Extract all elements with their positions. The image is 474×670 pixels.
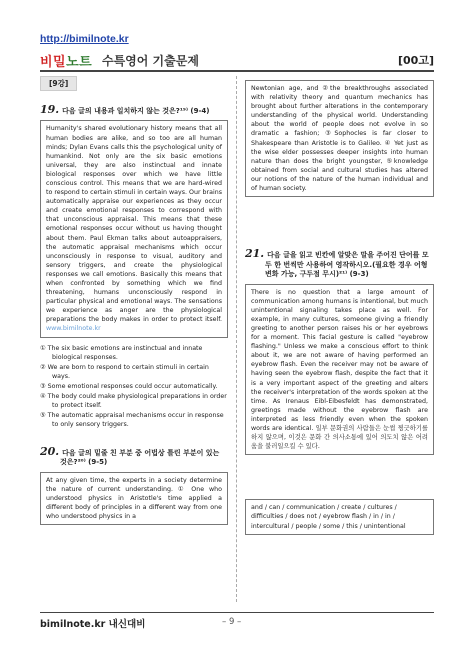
question-20-passage-part2: Newtonian age, and ②the breakthroughs associated with relativity theory and quantum mechanics has brought about further alterations in the contemporary understanding of the physical world. Understanding about the world of people does not evolve in so dramatic a fashion; ③Sophocles is far closer to Shakespeare than Aristotle is to Galileo. ④ Yet just as the wise elder possesses deeper insights into human nature than does the bright youngster, ⑤knowledge obtained from social and cultural studies has altered our notions of the nature of the human individual and of human society. (245, 80, 434, 197)
footer-rule (40, 612, 434, 613)
document-title: 수특영어 기출문제 (102, 54, 199, 68)
watermark: www.bimilnote.kr (46, 325, 101, 333)
option-2[interactable]: ② We are born to respond to certain stimuli in certain ways. (40, 363, 209, 380)
page-number: – 9 – (222, 617, 242, 627)
question-20-passage-part1: At any given time, the experts in a society determine the nature of current understanding. ① One who understood physics in Aristotle's time applied a different body of principles in a different way from one who understood physics in a (40, 472, 228, 525)
question-19-passage: Humanity's shared evolutionary history means that all human bodies are alike, and so too are all human minds; Dylan Evans calls this the psychological unity of humankind. Not only are the six basic emotions universal, they are also instinctual and innate biological responses over which we have little conscious control. This means that we are hard-wired to respond to certain stimuli in certain ways. Our brains automatically appraise our experiences as they occur and create emotional responses to correspond with that unconscious appraisal. This means that these emotional responses occur without us having thought about them. Paul Ekman talks about autoappraisers, the automatic appraisal mechanisms which occur unconsciously in response to visual, auditory and sensory triggers, and create the physiological responses we call emotions. Basically this means that when confronted by something which we find threatening, humans unconsciously respond in particular physical and emotional ways. The sensations we experience as anger are the physiological preparations the body makes in order to protect itself. www.bimilnote.kr (40, 120, 228, 337)
column-divider (236, 76, 237, 602)
question-21-prompt: 21. 다음 글을 읽고 빈칸에 알맞은 말을 주어진 단어를 모두 한 번씩만 사용하여 영작하시오.(필요한 경우 어형변화 가능, 구두점 무시)²¹⁾ (9-3) (245, 247, 429, 279)
lesson-badge: [9강] (40, 76, 77, 91)
option-3[interactable]: ③ Some emotional responses could occur automatically. (40, 382, 218, 390)
brand-logo: 비밀노트 (40, 55, 93, 70)
option-5[interactable]: ⑤ The automatic appraisal mechanisms occur in response to only sensory triggers. (40, 411, 224, 428)
question-19-prompt: 19. 다음 글의 내용과 일치하지 않는 것은?¹⁹⁾ (9-4) (40, 103, 210, 117)
question-19-options (40, 344, 228, 429)
site-url[interactable]: http://bimilnote.kr (40, 33, 129, 45)
left-column (40, 76, 228, 525)
question-21-passage: There is no question that a large amount of communication among humans is intentional, but much unintentional signaling takes place as well. For example, in many cultures, someone giving a friendly greeting to another person raises his or her eyebrows for a moment. This facial gesture is called "eyebrow flashing." Unless we make a conscious effort to think about it, we are not aware of having performed an eyebrow flash. Even the receiver may not be aware of having seen the eyebrow flash, despite the fact that it is a very important aspect of the greeting and alters the receiver's interpretation of the words spoken at the time. As Irenaus Eibl-Eibesfeldt has demonstrated, greetings made without the eyebrow flash are interpreted as less friendly even when the spoken words are identical. 일부 문화권의 사람들은 눈썹 찡긋하기를 하지 않으며, 이것은 문화 간 의사소통에 있어 의도치 않은 어려움을 불러일으킬 수 있다. (245, 284, 434, 456)
footer-site: bimilnote.kr 내신대비 (40, 619, 146, 630)
grade-label: [00고] (398, 54, 434, 67)
question-20-prompt: 20. 다음 글의 밑줄 친 부분 중 어법상 틀린 부분이 있는 것은?²⁰⁾ (9-5) (40, 444, 220, 467)
option-1[interactable]: ① The six basic emotions are instinctual and innate biological responses. (40, 344, 203, 361)
header-rule (40, 70, 434, 72)
question-21-word-bank: and / can / communication / create / cultures / difficulties / does not / eyebrow flash / in / in / intercultural / people / some / this / unintentional (245, 499, 434, 534)
option-4[interactable]: ④ The body could make physiological preparations in order to protect itself. (40, 392, 227, 409)
right-column (245, 76, 434, 535)
page-header (40, 51, 434, 69)
